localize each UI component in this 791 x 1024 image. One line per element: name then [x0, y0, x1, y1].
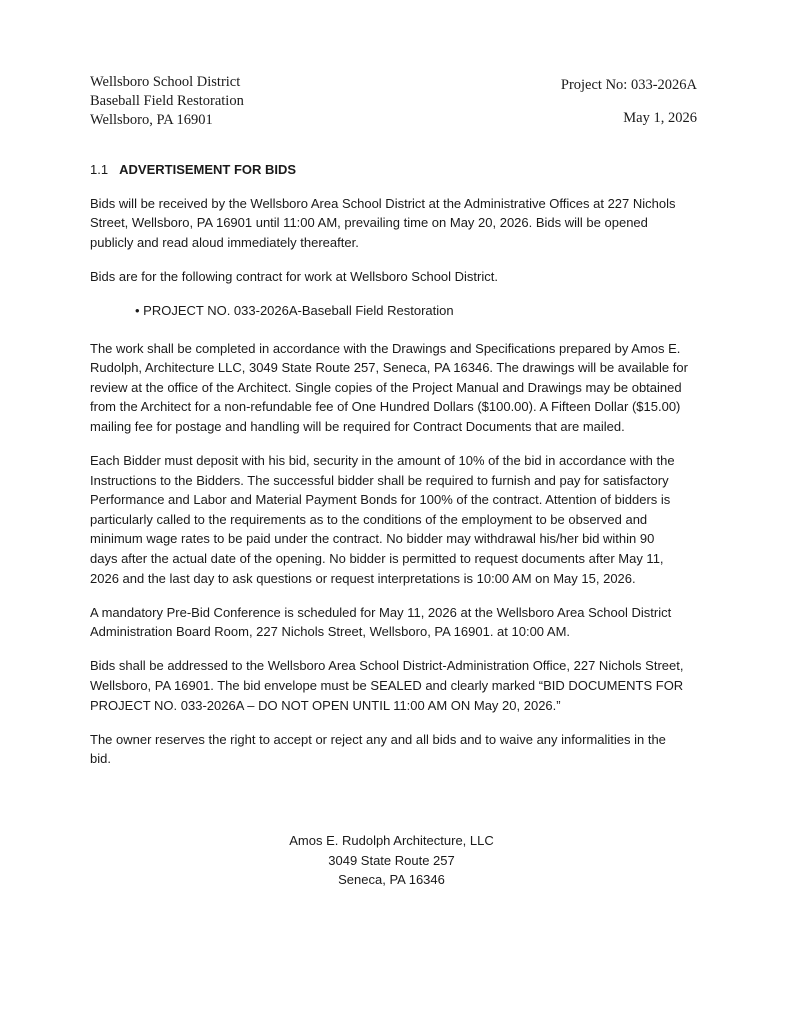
text-line: Rudolph, Architecture LLC, 3049 State Route 257, Seneca, PA 16346. The drawings will be available for: [90, 360, 688, 376]
architect-signature-block: [0, 831, 783, 890]
architect-name: Amos E. Rudolph Architecture, LLC: [289, 833, 494, 848]
text-line: The work shall be completed in accordance with the Drawings and Specifications prepared by Amos E.: [90, 340, 681, 356]
paragraph-bid-receipt: [90, 194, 730, 253]
bullet-project: • PROJECT NO. 033-2026A-Baseball Field Restoration: [135, 302, 454, 318]
text-line: 2026 and the last day to ask questions or request interpretations is 10:00 AM on May 15, 2026.: [90, 570, 636, 586]
text-line: particularly called to the requirements as to the conditions of the employment to be observed and: [90, 511, 648, 527]
project-info-block: [561, 76, 697, 128]
text-line: The owner reserves the right to accept or reject any and all bids and to waive any informalities in the: [90, 731, 666, 747]
text-line: Bids are for the following contract for work at Wellsboro School District.: [90, 268, 498, 284]
document-date: May 1, 2026: [623, 110, 697, 126]
text-line: mailing fee for postage and handling will be required for Contract Documents that are mailed.: [90, 418, 625, 434]
paragraph-owner-rights: [90, 730, 730, 769]
text-line: days after the actual date of the opening. No bidder is permitted to request documents after May 11,: [90, 551, 664, 566]
paragraph-contract-intro: [90, 267, 730, 287]
paragraph-security: [90, 451, 730, 588]
text-line: PROJECT NO. 033-2026A – DO NOT OPEN UNTIL 11:00 AM ON May 20, 2026.”: [90, 697, 561, 713]
text-line: Instructions to the Bidders. The successful bidder shall be required to furnish and pay for satisfactory: [90, 472, 669, 488]
paragraph-prebid: [90, 603, 730, 642]
text-line: Wellsboro, PA 16901. The bid envelope must be SEALED and clearly marked “BID DOCUMENTS FOR: [90, 677, 684, 693]
paragraph-address: [90, 656, 730, 715]
project-number: Project No: 033-2026A: [560, 77, 697, 93]
district-name: Wellsboro School District: [90, 74, 241, 90]
section-title: ADVERTISEMENT FOR BIDS: [119, 162, 297, 177]
paragraph-drawings: [90, 339, 730, 437]
text-line: bid.: [90, 751, 111, 767]
project-name: Baseball Field Restoration: [90, 93, 244, 109]
district-address-block: [90, 73, 244, 130]
text-line: Administration Board Room, 227 Nichols Street, Wellsboro, PA 16901. at 10:00 AM.: [90, 624, 571, 640]
district-city: Wellsboro, PA 16901: [90, 112, 213, 128]
text-line: from the Architect for a non-refundable fee of One Hundred Dollars ($100.00). A Fifteen Dollar ($15.00): [90, 399, 681, 415]
text-line: review at the office of the Architect. Single copies of the Project Manual and Drawings may be obtained: [90, 379, 682, 395]
text-line: Bids will be received by the Wellsboro Area School District at the Administrative Offices at 227 Nichols: [90, 195, 676, 211]
text-line: A mandatory Pre-Bid Conference is scheduled for May 11, 2026 at the Wellsboro Area School District: [90, 604, 672, 620]
architect-city: Seneca, PA 16346: [338, 872, 445, 888]
text-line: publicly and read aloud immediately thereafter.: [90, 234, 359, 250]
architect-street: 3049 State Route 257: [328, 852, 455, 868]
section-heading: [90, 160, 730, 180]
section-number: 1.1: [90, 162, 109, 177]
text-line: Street, Wellsboro, PA 16901 until 11:00 AM, prevailing time on May 20, 2026. Bids will be opened: [90, 215, 648, 231]
text-line: minimum wage rates to be paid under the contract. No bidder may withdrawal his/her bid within 90: [90, 531, 655, 547]
text-line: Bids shall be addressed to the Wellsboro Area School District-Administration Office, 227 Nichols Street,: [90, 658, 684, 674]
text-line: Performance and Labor and Material Payment Bonds for 100% of the contract. Attention of bidders is: [90, 492, 671, 508]
text-line: Each Bidder must deposit with his bid, security in the amount of 10% of the bid in accordance with the: [90, 453, 675, 469]
document-body: [90, 160, 730, 783]
